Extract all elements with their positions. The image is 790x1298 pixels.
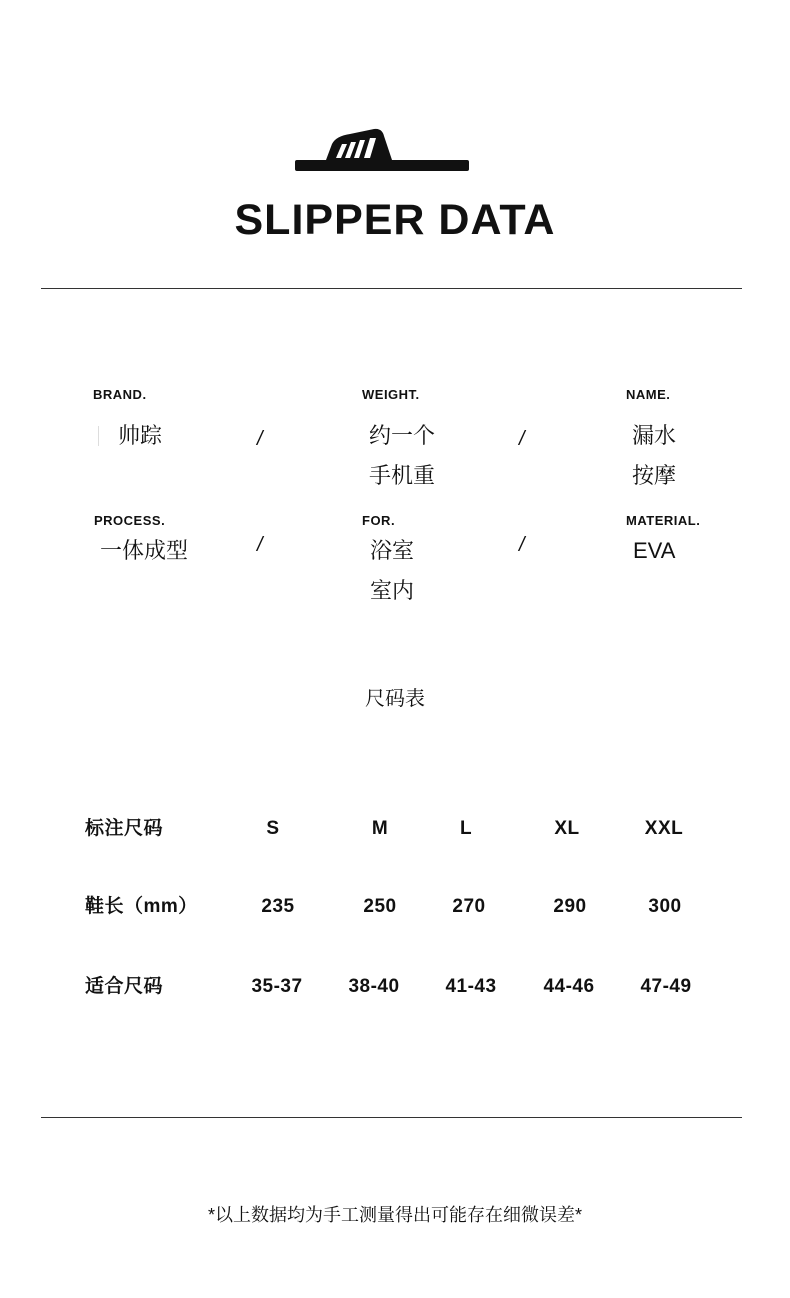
measurement-disclaimer: *以上数据均为手工测量得出可能存在细微误差* (207, 1205, 582, 1225)
separator: / (519, 534, 525, 556)
length-cell: 300 (648, 896, 682, 917)
separator: / (519, 428, 525, 450)
fit-cell: 38-40 (348, 976, 400, 997)
size-cell: L (459, 818, 473, 839)
name-label: NAME. (626, 387, 671, 402)
slipper-icon (292, 126, 472, 174)
size-cell: M (371, 818, 389, 839)
brand-label: BRAND. (93, 387, 147, 402)
material-label: MATERIAL. (626, 513, 701, 528)
bottom-divider (41, 1117, 742, 1118)
for-label: FOR. (362, 513, 396, 528)
fit-cell: 41-43 (445, 976, 497, 997)
for-value-line1: 浴室 (370, 538, 415, 563)
fit-cell: 47-49 (640, 976, 692, 997)
size-cell: XL (554, 818, 580, 839)
separator: / (257, 534, 263, 556)
name-value-line1: 漏水 (632, 423, 677, 448)
process-value: 一体成型 (100, 538, 189, 563)
fit-row-header: 适合尺码 (85, 976, 164, 997)
brand-value: 帅踪 (118, 423, 163, 448)
process-label: PROCESS. (94, 513, 166, 528)
for-value-line2: 室内 (370, 578, 415, 603)
fit-cell: 35-37 (251, 976, 303, 997)
separator: / (257, 428, 263, 450)
brand-marker (98, 426, 99, 446)
name-value-line2: 按摩 (632, 463, 677, 488)
length-cell: 250 (363, 896, 397, 917)
size-row-header: 标注尺码 (85, 818, 164, 839)
length-cell: 235 (261, 896, 295, 917)
page-title: SLIPPER DATA (234, 196, 556, 244)
weight-label: WEIGHT. (362, 387, 420, 402)
size-cell: XXL (644, 818, 684, 839)
length-row-header: 鞋长（mm） (85, 896, 198, 917)
length-cell: 290 (553, 896, 587, 917)
fit-cell: 44-46 (543, 976, 595, 997)
size-chart-title: 尺码表 (365, 688, 425, 710)
weight-value-line2: 手机重 (369, 463, 436, 488)
length-cell: 270 (452, 896, 486, 917)
material-value: EVA (633, 538, 676, 563)
top-divider (41, 288, 742, 289)
size-cell: S (266, 818, 280, 839)
weight-value-line1: 约一个 (369, 423, 436, 448)
